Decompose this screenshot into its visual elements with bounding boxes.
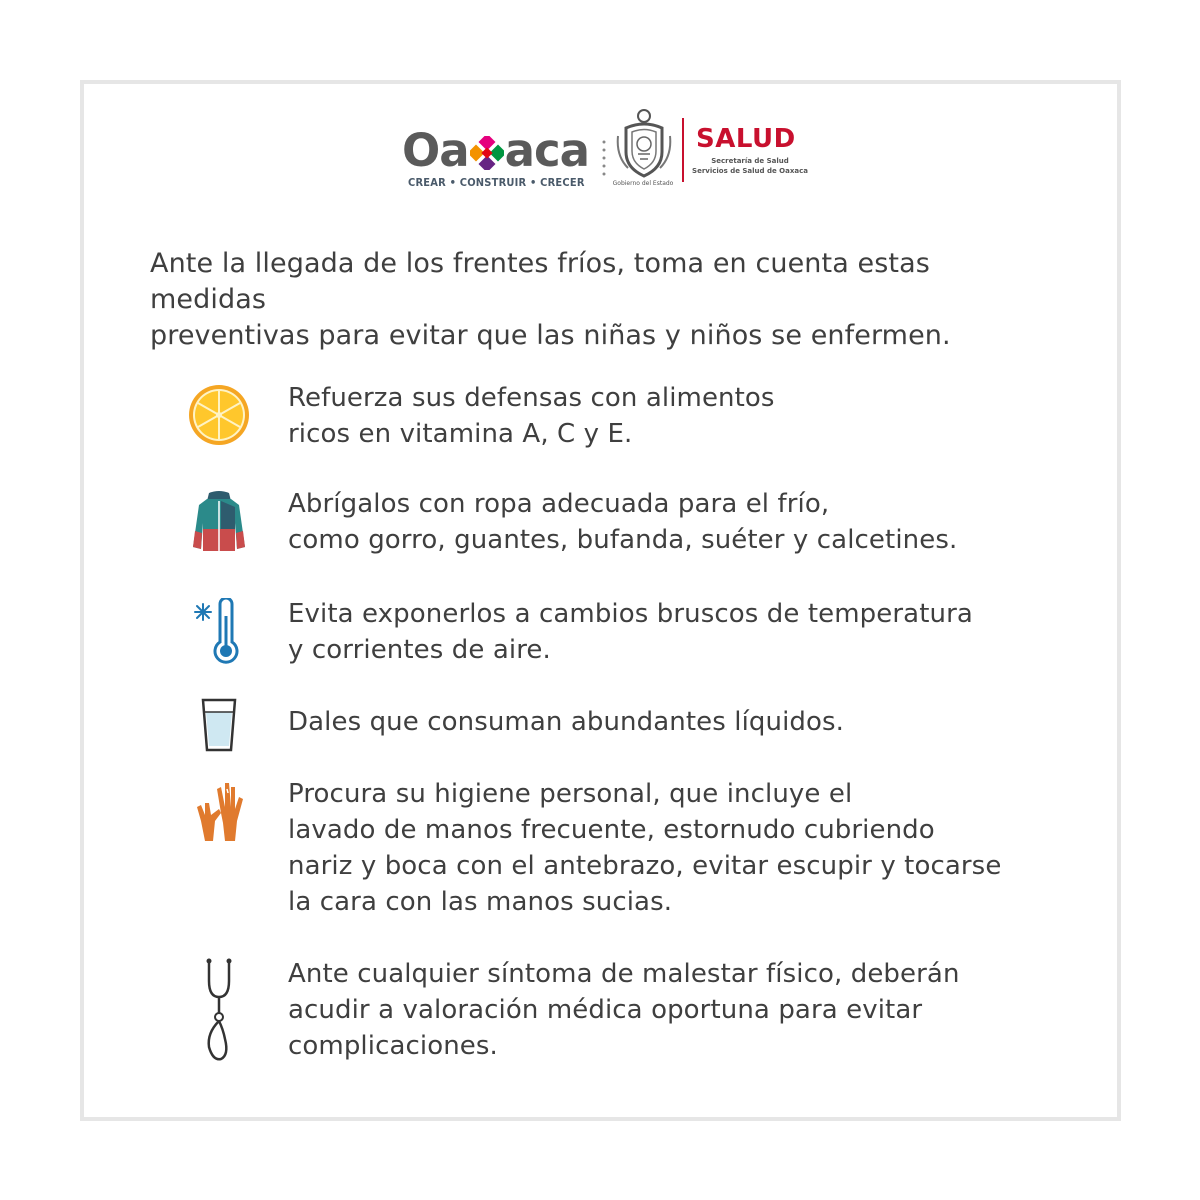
oaxaca-logo-text-right: aca bbox=[504, 124, 590, 177]
jacket-icon bbox=[184, 486, 254, 556]
salud-subtitle-line-1: Secretaría de Salud bbox=[711, 157, 789, 165]
dotted-separator bbox=[602, 140, 606, 180]
oaxaca-x-mark-icon bbox=[470, 136, 504, 170]
list-item-text: Abrígalos con ropa adecuada para el frío, como gorro, guantes, bufanda, suéter y calcetines. bbox=[288, 489, 958, 555]
salud-title: SALUD bbox=[696, 124, 796, 154]
water-glass-icon bbox=[184, 690, 254, 760]
poster-frame bbox=[80, 80, 1121, 1121]
hands-washing-icon bbox=[184, 776, 254, 846]
list-item-text: Procura su higiene personal, que incluye el lavado de manos frecuente, estornudo cubriendo nariz y boca con el antebrazo, evitar escupir y tocarse la cara con las manos sucias. bbox=[288, 779, 1002, 917]
oaxaca-tagline: CREAR • CONSTRUIR • CRECER bbox=[408, 176, 585, 189]
orange-slice-icon bbox=[184, 380, 254, 450]
oaxaca-logo bbox=[402, 124, 590, 177]
list-item-text: Refuerza sus defensas con alimentos ricos en vitamina A, C y E. bbox=[288, 383, 775, 449]
list-item-text: Ante cualquier síntoma de malestar físico, deberán acudir a valoración médica oportuna para evitar complicaciones. bbox=[288, 959, 960, 1061]
salud-subtitle-line-2: Servicios de Salud de Oaxaca bbox=[692, 167, 808, 175]
salud-subtitle bbox=[690, 156, 810, 176]
list-item-text: Evita exponerlos a cambios bruscos de temperatura y corrientes de aire. bbox=[288, 599, 973, 665]
thermometer-cold-icon bbox=[184, 596, 254, 666]
state-seal-icon bbox=[612, 106, 676, 180]
intro-text: Ante la llegada de los frentes fríos, toma en cuenta estas medidas preventivas para evitar que las niñas y niños se enfermen. bbox=[150, 248, 951, 351]
list-item-text: Dales que consuman abundantes líquidos. bbox=[288, 707, 845, 737]
stethoscope-icon bbox=[184, 956, 254, 1066]
red-divider bbox=[682, 118, 684, 182]
oaxaca-logo-text-left: Oa bbox=[402, 124, 469, 177]
seal-caption: Gobierno del Estado bbox=[612, 180, 674, 187]
